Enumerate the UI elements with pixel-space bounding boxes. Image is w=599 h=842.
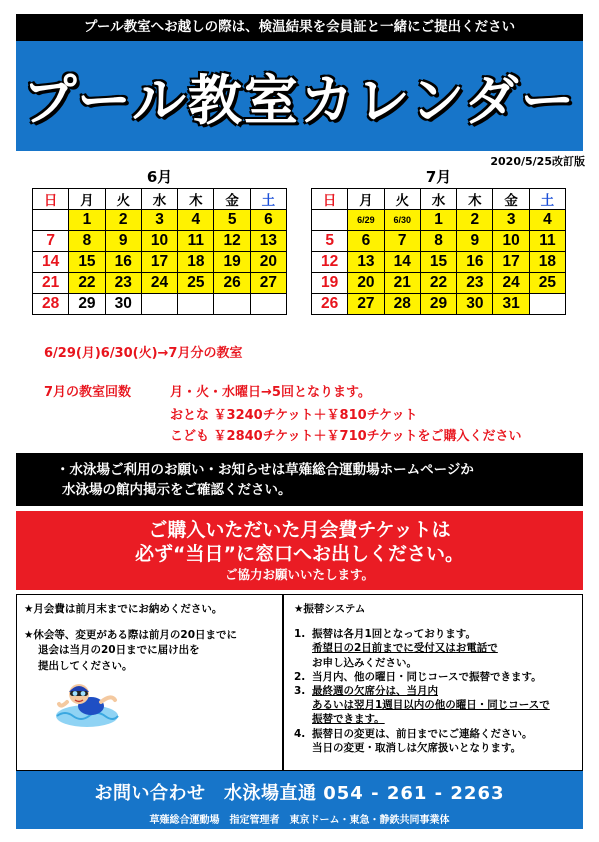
- calendar-table-july: [311, 188, 566, 315]
- calendar-day: 14: [33, 252, 69, 273]
- weekday-header: 日: [33, 189, 69, 210]
- weekday-header: 金: [214, 189, 250, 210]
- makeup-num-4: 4.: [294, 727, 306, 740]
- calendar-day: 6: [250, 210, 286, 231]
- calendar-day: 12: [214, 231, 250, 252]
- ticket-notice-line3: ご協力お願いいたします。: [224, 567, 374, 582]
- title-banner: [16, 41, 583, 151]
- calendar-day: 26: [312, 294, 348, 315]
- calendar-day: 30: [457, 294, 493, 315]
- revision-date: 2020/5/25改訂版: [490, 155, 585, 168]
- operator-info: 草薙総合運動場 指定管理者 東京ドーム・東急・静鉄共同事業体: [149, 815, 450, 826]
- calendar-day: 12: [312, 252, 348, 273]
- info-notice: [16, 453, 583, 506]
- weekday-header: 木: [178, 189, 214, 210]
- calendar-day: 6/30: [384, 210, 420, 231]
- calendar-day: 21: [384, 273, 420, 294]
- calendar-day: 6/29: [348, 210, 384, 231]
- calendar-day: 18: [178, 252, 214, 273]
- makeup-system: [294, 602, 579, 755]
- calendar-day: 17: [493, 252, 529, 273]
- calendar-day: 3: [493, 210, 529, 231]
- calendar-day: 13: [348, 252, 384, 273]
- weekday-header: 日: [312, 189, 348, 210]
- calendar-day: 28: [384, 294, 420, 315]
- makeup-item-4: [294, 727, 579, 755]
- calendar-day: 8: [69, 231, 105, 252]
- makeup-title: ★振替システム: [294, 603, 366, 615]
- makeup-4a: 振替日の変更は、前日までにご連絡ください。: [312, 727, 533, 740]
- info-notice-line2: 水泳場の館内掲示をご確認ください。: [62, 482, 292, 498]
- weekday-header: 土: [250, 189, 286, 210]
- makeup-3c: 振替できます。: [312, 713, 385, 726]
- calendar-day: 18: [529, 252, 565, 273]
- makeup-1c: お申し込みください。: [312, 656, 417, 669]
- calendar-day: 13: [250, 231, 286, 252]
- calendar-day: 4: [178, 210, 214, 231]
- calendar-day: 20: [250, 252, 286, 273]
- calendar-day: 5: [214, 210, 250, 231]
- weekday-header: 木: [457, 189, 493, 210]
- calendar-table-june: [32, 188, 287, 315]
- calendar-day: 31: [493, 294, 529, 315]
- calendar-day: 28: [33, 294, 69, 315]
- calendar-day: 27: [250, 273, 286, 294]
- calendar-day: 6: [348, 231, 384, 252]
- calendar-day: [250, 294, 286, 315]
- makeup-3a: 最終週の欠席分は、当月内: [312, 685, 438, 698]
- calendar-day: 25: [178, 273, 214, 294]
- weekday-header: 火: [384, 189, 420, 210]
- calendar-june: [32, 166, 287, 315]
- info-notice-line1: ・水泳場ご利用のお願い・お知らせは草薙総合運動場ホームページか: [56, 462, 474, 478]
- makeup-4b: 当日の変更・取消しは欠席扱いとなります。: [312, 741, 522, 754]
- fee-rules: [24, 602, 237, 674]
- swimmer-illustration: [55, 676, 119, 728]
- calendar-day: 5: [312, 231, 348, 252]
- leave-note-line3: 提出してください。: [38, 659, 133, 672]
- calendar-day: [312, 210, 348, 231]
- weekday-header: 月: [348, 189, 384, 210]
- makeup-num-1: 1.: [294, 628, 306, 641]
- calendar-day: 1: [420, 210, 456, 231]
- calendar-day: 17: [141, 252, 177, 273]
- contact-label: お問い合わせ 水泳場直通: [94, 783, 317, 804]
- calendar-day: 11: [178, 231, 214, 252]
- calendar-day: 10: [493, 231, 529, 252]
- page-title: プール教室カレンダー: [22, 68, 577, 132]
- calendar-day: 1: [69, 210, 105, 231]
- price-child: こども ￥2840チケット＋￥710チケットをご購入ください: [170, 429, 522, 444]
- calendar-day: 24: [493, 273, 529, 294]
- makeup-item-1: [294, 627, 579, 670]
- calendar-day: 9: [105, 231, 141, 252]
- calendar-day: 23: [105, 273, 141, 294]
- weekday-header: 金: [493, 189, 529, 210]
- lesson-count: [44, 381, 371, 400]
- calendar-day: 7: [384, 231, 420, 252]
- calendar-day: 4: [529, 210, 565, 231]
- calendar-day: 22: [69, 273, 105, 294]
- weekday-header: 月: [69, 189, 105, 210]
- calendar-day: 9: [457, 231, 493, 252]
- fee-note: ★月会費は前月末までにお納めください。: [24, 603, 223, 615]
- makeup-1b: 希望日の2日前までに受付又はお電話で: [312, 642, 498, 655]
- calendar-day: 15: [69, 252, 105, 273]
- calendar-day: 3: [141, 210, 177, 231]
- ticket-notice: [16, 511, 583, 590]
- phone-number[interactable]: 054 - 261 - 2263: [323, 783, 505, 804]
- calendar-day: 2: [457, 210, 493, 231]
- calendar-day: 10: [141, 231, 177, 252]
- july-note: 6/29(月)6/30(火)→7月分の教室: [44, 346, 243, 361]
- calendar-day: 29: [69, 294, 105, 315]
- makeup-num-3: 3.: [294, 685, 306, 698]
- makeup-1a: 振替は各月1回となっております。: [312, 628, 476, 641]
- lesson-count-label: 7月の教室回数: [44, 385, 132, 400]
- calendar-day: 21: [33, 273, 69, 294]
- weekday-header: 土: [529, 189, 565, 210]
- month-label-july: 7月: [425, 168, 452, 186]
- ticket-notice-line1: ご購入いただいた月会費チケットは: [148, 519, 451, 541]
- calendar-day: [214, 294, 250, 315]
- calendar-day: 22: [420, 273, 456, 294]
- weekday-header: 火: [105, 189, 141, 210]
- leave-note-line1: ★休会等、変更がある際は前月の20日までに: [24, 628, 238, 641]
- calendar-day: [529, 294, 565, 315]
- makeup-item-3: [294, 684, 579, 727]
- calendar-day: 15: [420, 252, 456, 273]
- price-adult: おとな ￥3240チケット＋￥810チケット: [170, 408, 418, 423]
- makeup-num-2: 2.: [294, 670, 306, 683]
- makeup-item-2: [294, 670, 579, 684]
- calendar-day: 20: [348, 273, 384, 294]
- contact-main: [16, 779, 583, 805]
- makeup-3b: あるいは翌月1週目以内の他の曜日・同じコースで: [312, 699, 550, 712]
- calendar-day: 23: [457, 273, 493, 294]
- calendar-day: 24: [141, 273, 177, 294]
- calendar-day: 27: [348, 294, 384, 315]
- calendar-july: [311, 166, 566, 315]
- weekday-header: 水: [420, 189, 456, 210]
- calendar-day: 7: [33, 231, 69, 252]
- calendar-day: 30: [105, 294, 141, 315]
- contact-bar: [16, 771, 583, 829]
- leave-note-line2: 退会は当月の20日までに届け出を: [38, 644, 200, 656]
- weekday-header: 水: [141, 189, 177, 210]
- calendar-day: 16: [457, 252, 493, 273]
- rules-divider: [282, 594, 284, 771]
- month-label-june: 6月: [146, 168, 173, 186]
- ticket-notice-line2: 必ず“当日”に窓口へお出しください。: [135, 543, 464, 565]
- lesson-count-text: 月・火・水曜日→5回となります。: [170, 385, 371, 400]
- calendar-day: 14: [384, 252, 420, 273]
- calendar-day: 25: [529, 273, 565, 294]
- calendar-day: [178, 294, 214, 315]
- calendar-day: 8: [420, 231, 456, 252]
- calendar-day: 19: [214, 252, 250, 273]
- calendar-day: 29: [420, 294, 456, 315]
- top-banner: プール教室へお越しの際は、検温結果を会員証と一緒にご提出ください: [16, 14, 583, 41]
- calendar-day: 11: [529, 231, 565, 252]
- calendar-day: 2: [105, 210, 141, 231]
- makeup-2a: 当月内、他の曜日・同じコースで振替できます。: [312, 670, 542, 683]
- calendar-day: 16: [105, 252, 141, 273]
- calendar-day: [33, 210, 69, 231]
- calendar-day: 26: [214, 273, 250, 294]
- calendar-day: 19: [312, 273, 348, 294]
- calendar-day: [141, 294, 177, 315]
